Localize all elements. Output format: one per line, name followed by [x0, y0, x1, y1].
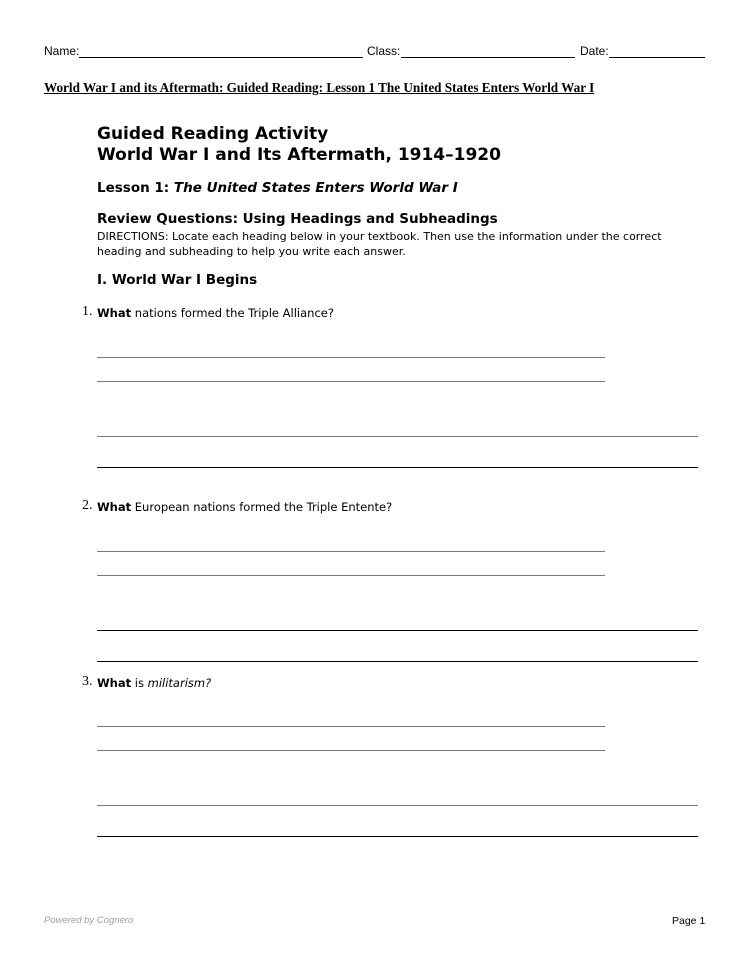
- question-text: [97, 306, 334, 320]
- question-body: European nations formed the Triple Entente?: [131, 500, 393, 514]
- date-field-line[interactable]: [609, 57, 705, 58]
- answer-line[interactable]: [97, 726, 605, 727]
- question-number: 2.: [82, 498, 93, 513]
- answer-line[interactable]: [97, 630, 698, 631]
- question-body: is: [131, 676, 148, 690]
- lesson-title: The United States Enters World War I: [173, 180, 458, 196]
- question-text: [97, 500, 392, 514]
- lesson-heading: [97, 180, 458, 196]
- question-term: militarism?: [147, 676, 212, 690]
- question-text: [97, 676, 211, 690]
- answer-line[interactable]: [97, 661, 698, 662]
- answer-line[interactable]: [97, 467, 698, 468]
- activity-title: Guided Reading Activity: [97, 124, 329, 144]
- activity-subtitle: World War I and Its Aftermath, 1914–1920: [97, 145, 501, 165]
- answer-line[interactable]: [97, 805, 698, 806]
- answer-line[interactable]: [97, 575, 605, 576]
- date-label: Date:: [580, 44, 609, 58]
- answer-line[interactable]: [97, 357, 605, 358]
- question-keyword: What: [97, 676, 132, 690]
- section-heading: I. World War I Begins: [97, 272, 258, 288]
- review-questions-heading: Review Questions: Using Headings and Subheadings: [97, 211, 498, 227]
- document-top-title: World War I and its Aftermath: Guided Reading: Lesson 1 The United States Enters World War I: [44, 80, 595, 95]
- class-label: Class:: [367, 44, 401, 58]
- question-number: 3.: [82, 674, 93, 689]
- page-number: Page 1: [672, 915, 706, 927]
- question-number: 1.: [82, 304, 93, 319]
- answer-line[interactable]: [97, 381, 605, 382]
- question-keyword: What: [97, 500, 132, 514]
- directions-text: DIRECTIONS: Locate each heading below in your textbook. Then use the information under the correct heading and subheading to help you write each answer.: [97, 230, 662, 258]
- class-field-line[interactable]: [401, 57, 575, 58]
- answer-line[interactable]: [97, 750, 605, 751]
- answer-line[interactable]: [97, 436, 698, 437]
- powered-by-text: Powered by Cognero: [44, 915, 134, 926]
- question-body: nations formed the Triple Alliance?: [131, 306, 334, 320]
- name-field-line[interactable]: [79, 57, 363, 58]
- lesson-prefix: Lesson 1:: [97, 180, 174, 196]
- question-keyword: What: [97, 306, 132, 320]
- answer-line[interactable]: [97, 836, 698, 837]
- name-label: Name:: [44, 44, 80, 58]
- answer-line[interactable]: [97, 551, 605, 552]
